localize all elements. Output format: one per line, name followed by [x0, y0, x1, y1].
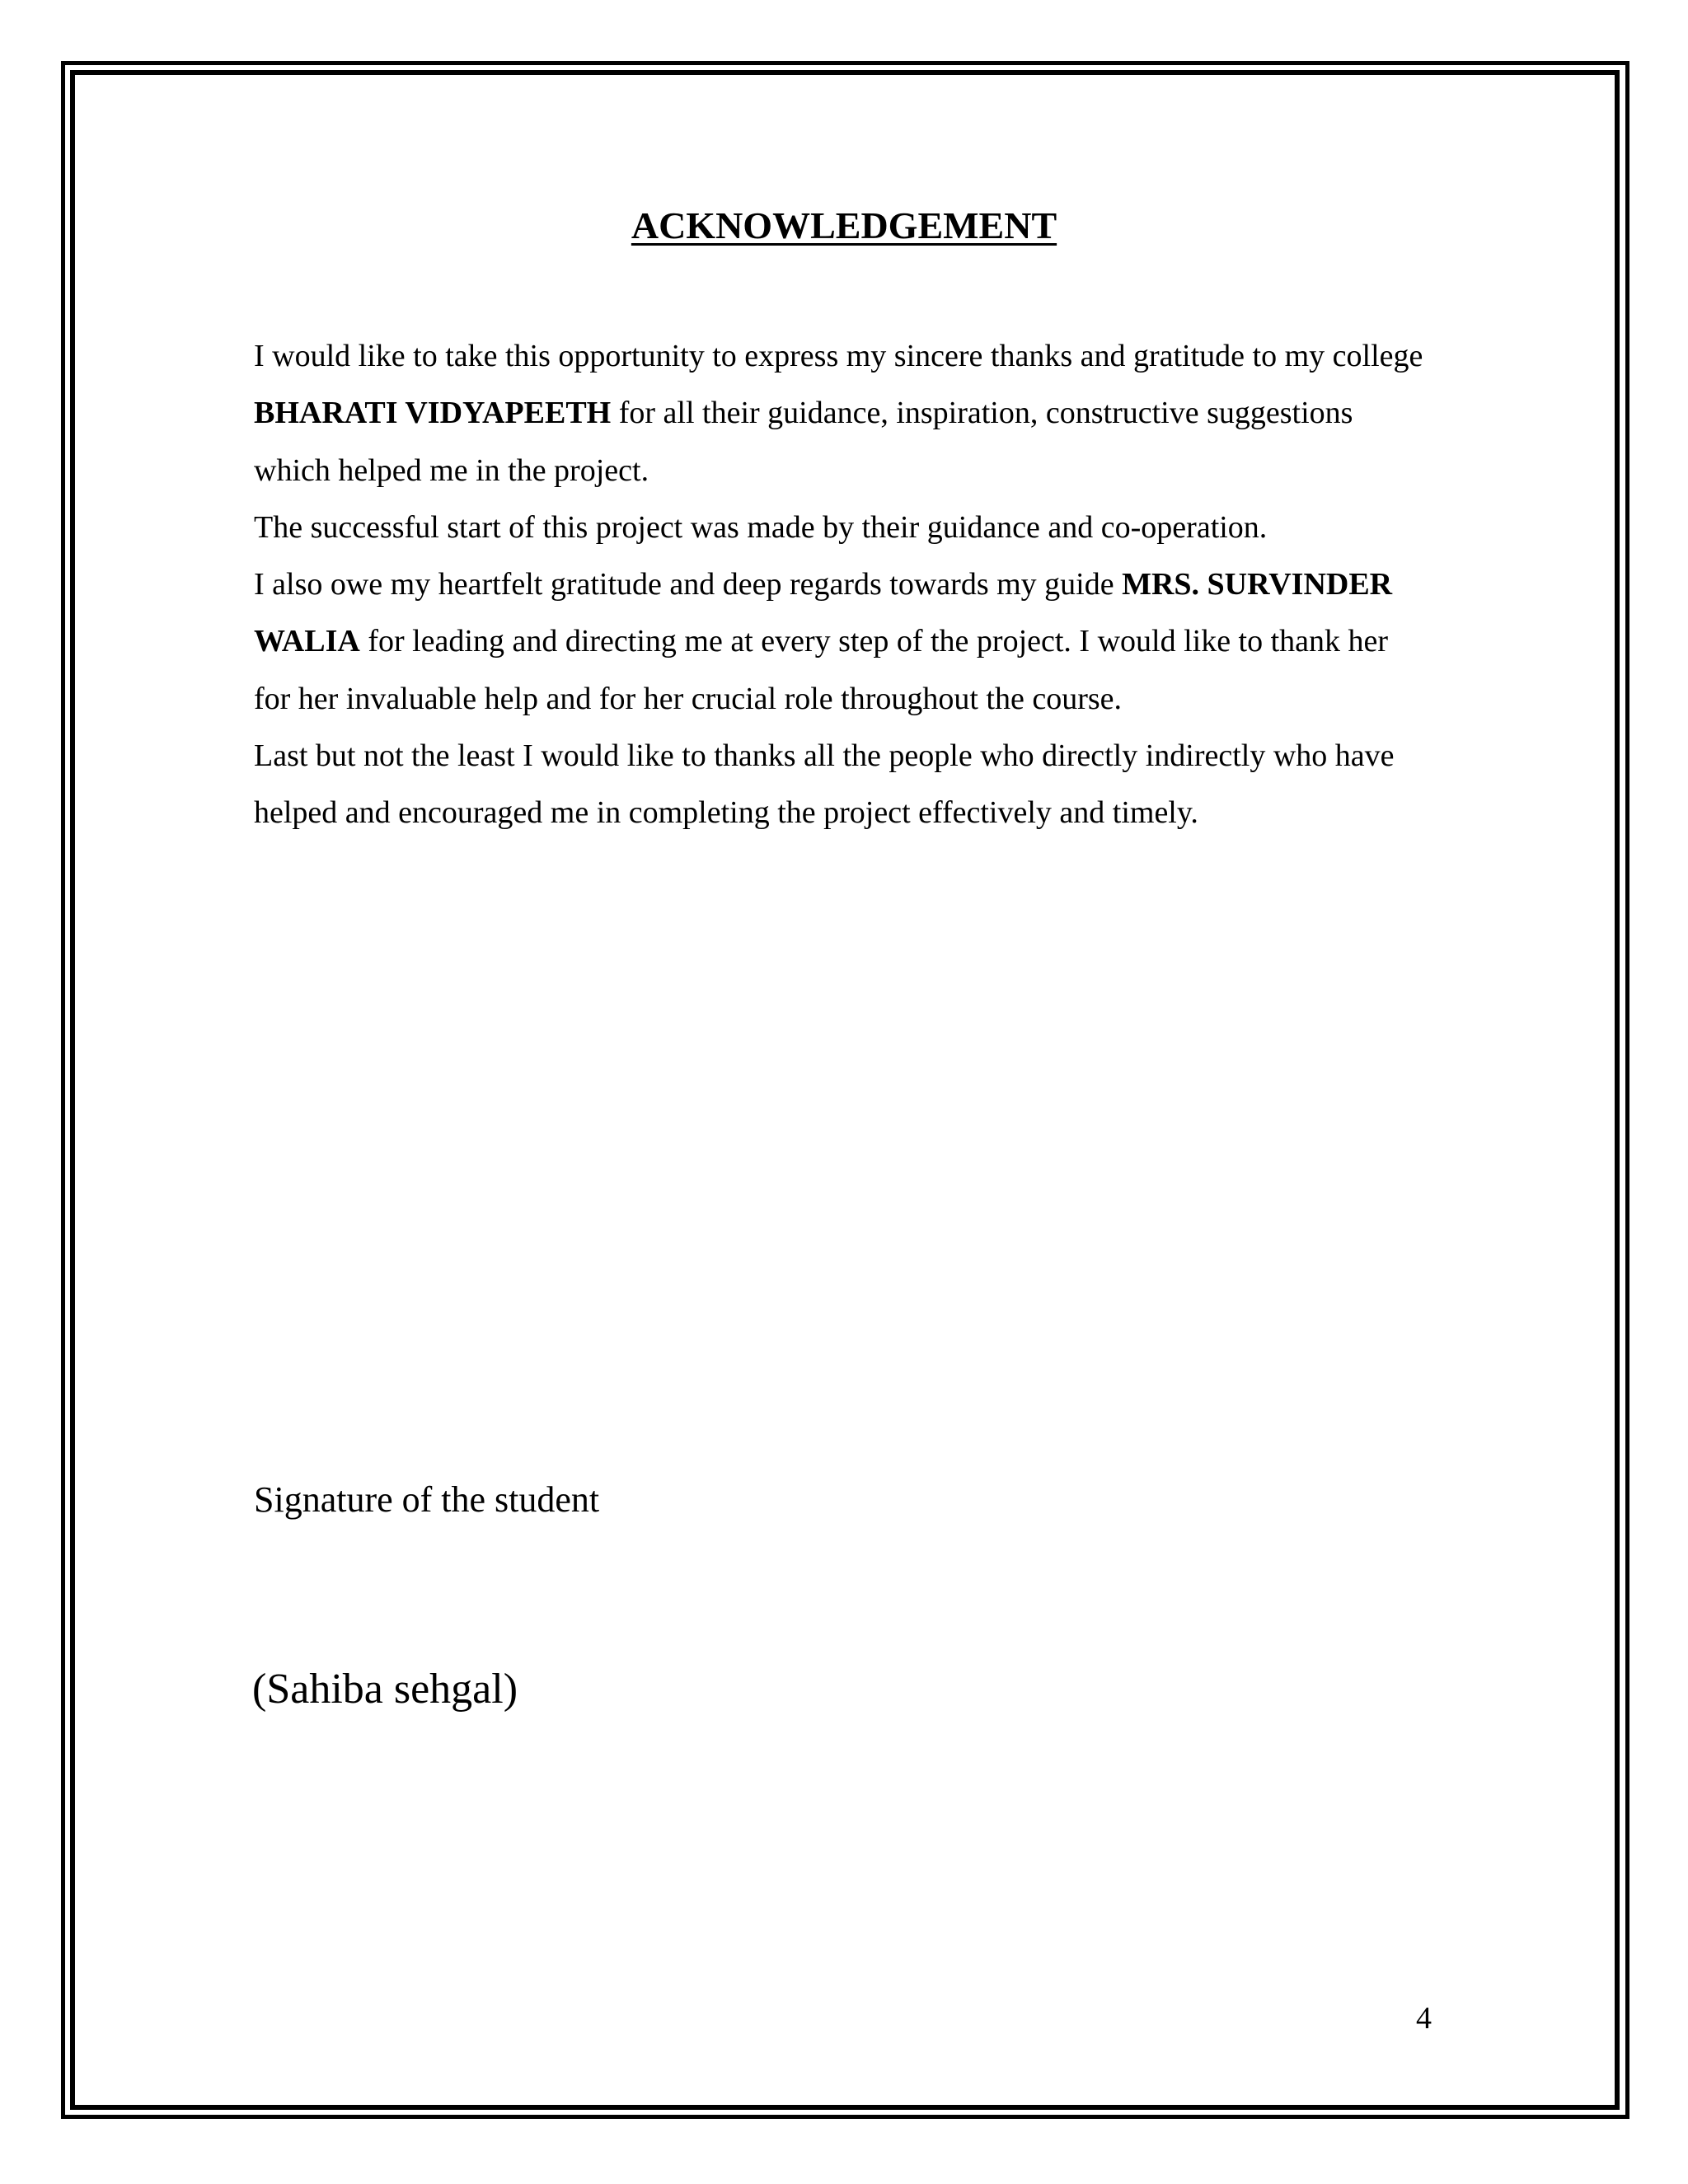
guide-name: MRS. SURVINDER WALIA [254, 567, 1393, 659]
paragraph-college-thanks [254, 328, 1424, 499]
paragraph-guide-thanks [254, 556, 1424, 728]
page-number: 4 [1416, 2001, 1432, 2036]
signature-label: Signature of the student [254, 1479, 600, 1520]
paragraph-text: I would like to take this opportunity to express my sincere thanks and gratitude to my college [254, 339, 1423, 373]
paragraph-text: for all their guidance, inspiration, constructive suggestions which helped me in the project. [254, 396, 1353, 488]
paragraph-final-thanks: Last but not the least I would like to thanks all the people who directly indirectly who have helped and encouraged me in completing the project effectively and timely. [254, 738, 1395, 831]
page-title: ACKNOWLEDGEMENT [631, 204, 1057, 246]
student-name: (Sahiba sehgal) [252, 1666, 518, 1713]
college-name: BHARATI VIDYAPEETH [254, 396, 612, 431]
acknowledgement-body [254, 328, 1424, 842]
paragraph-text: for leading and directing me at every step of the project. I would like to thank her for her invaluable help and for her crucial role throughout the course. [254, 624, 1389, 716]
paragraph-text: I also owe my heartfelt gratitude and deep regards towards my guide [254, 567, 1123, 602]
paragraph-project-start: The successful start of this project was made by their guidance and co-operation. [254, 509, 1268, 545]
